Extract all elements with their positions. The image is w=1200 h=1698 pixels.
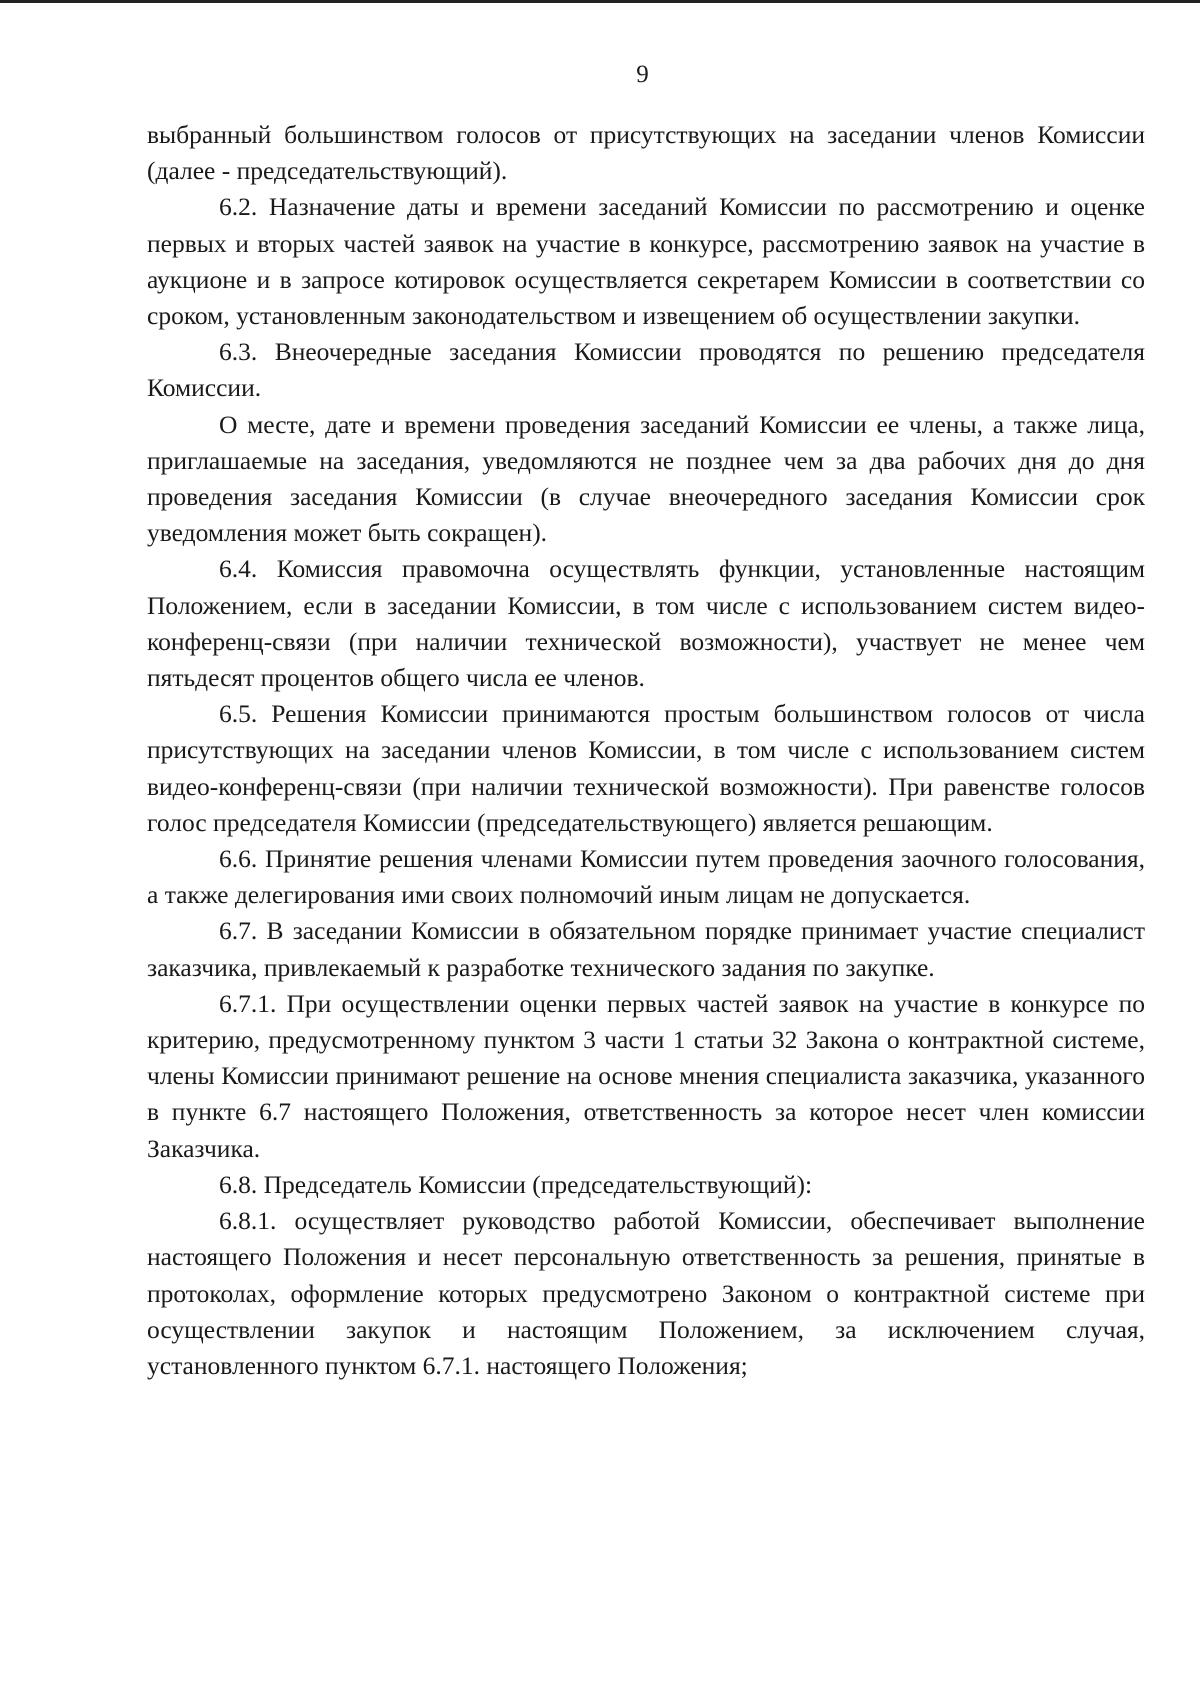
document-body [147, 117, 1145, 1384]
paragraph-6-8: 6.8. Председатель Комиссии (председательствующий): [219, 1169, 813, 1199]
paragraph-6-4: 6.4. Комиссия правомочна осуществлять функции, установленные настоящим Положением, если в заседании Комиссии, в том числе с использованием систем видео-конференц-связи (при наличии технической возможности), участвует не менее чем пятьдесят процентов общего числа ее членов. [147, 554, 1145, 693]
page-top-edge [0, 0, 1200, 3]
paragraph-6-7-1: 6.7.1. При осуществлении оценки первых частей заявок на участие в конкурсе по критерию, предусмотренному пунктом 3 части 1 статьи 32 Закона о контрактной системе, члены Комиссии принимают решение на основе мнения специалиста заказчика, указанного в пункте 6.7 настоящего Положения, ответственность за которое несет член комиссии Заказчика. [147, 988, 1145, 1163]
paragraph-6-5: 6.5. Решения Комиссии принимаются простым большинством голосов от числа присутствующих на заседании членов Комиссии, в том числе с использованием систем видео-конференц-связи (при наличии технической возможности). При равенстве голосов голос председателя Комиссии (председательствующего) является решающим. [147, 699, 1145, 837]
paragraph-continuation: выбранный большинством голосов от присутствующих на заседании членов Комиссии (далее - председательствующий). [147, 120, 1145, 186]
paragraph-6-6: 6.6. Принятие решения членами Комиссии путем проведения заочного голосования, а также делегирования ими своих полномочий иным лицам не допускается. [147, 844, 1145, 910]
paragraph-6-8-1: 6.8.1. осуществляет руководство работой Комиссии, обеспечивает выполнение настоящего Положения и несет персональную ответственность за решения, принятые в протоколах, оформление которых предусмотрено Законом о контрактной системе при осуществлении закупок и настоящим Положением, за исключением случая, установленного пунктом 6.7.1. настоящего Положения; [147, 1206, 1145, 1380]
paragraph-notification: О месте, дате и времени проведения заседаний Комиссии ее члены, а также лица, приглашаемые на заседания, уведомляются не позднее чем за два рабочих дня до дня проведения заседания Комиссии (в случае внеочередного заседания Комиссии срок уведомления может быть сокращен). [147, 409, 1145, 548]
paragraph-6-3: 6.3. Внеочередные заседания Комиссии проводятся по решению председателя Комиссии. [147, 337, 1145, 403]
paragraph-6-7: 6.7. В заседании Комиссии в обязательном порядке принимает участие специалист заказчика, привлекаемый к разработке технического задания по закупке. [147, 916, 1145, 982]
paragraph-6-2: 6.2. Назначение даты и времени заседаний Комиссии по рассмотрению и оценке первых и вторых частей заявок на участие в конкурсе, рассмотрению заявок на участие в аукционе и в запросе котировок осуществляется секретарем Комиссии в соответствии со сроком, установленным законодательством и извещением об осуществлении закупки. [147, 192, 1145, 331]
page-number: 9 [636, 61, 649, 88]
